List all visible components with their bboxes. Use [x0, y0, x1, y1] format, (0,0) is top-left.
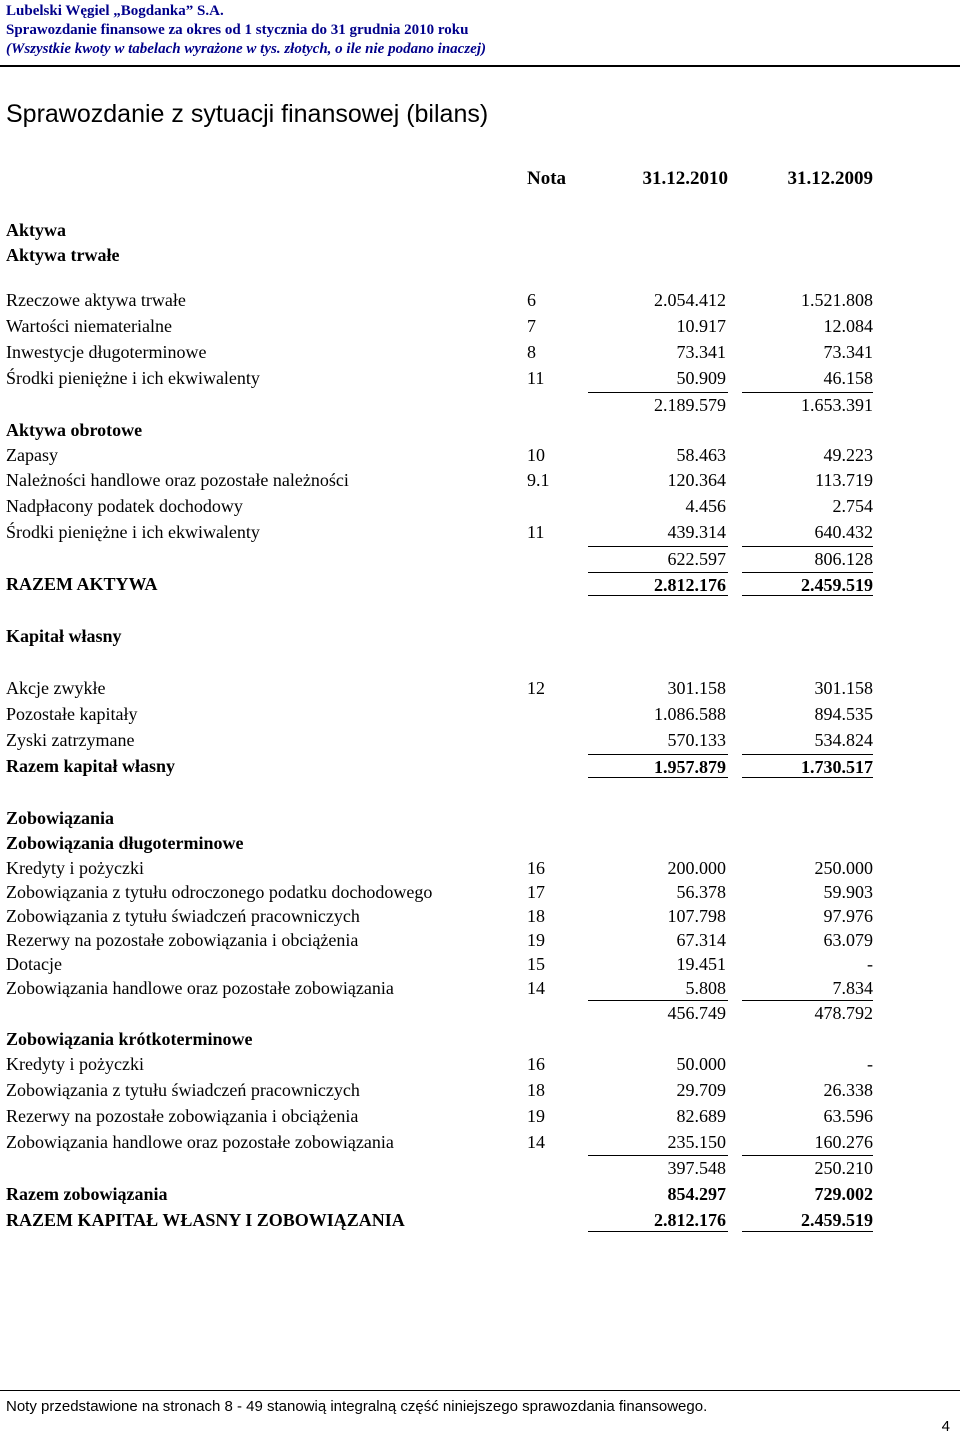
value-2009: 729.002 [814, 1184, 873, 1204]
value-2010: 73.341 [676, 342, 726, 362]
table-row [0, 468, 960, 492]
row-label: Aktywa trwałe [6, 245, 120, 265]
value-2009: 250.210 [742, 1155, 873, 1180]
table-row [0, 728, 960, 752]
value-2010: 82.689 [676, 1106, 726, 1126]
table-row [0, 1130, 960, 1154]
row-note: 7 [527, 316, 536, 336]
report-period: Sprawozdanie finansowe za okres od 1 stycznia do 31 grudnia 2010 roku [6, 22, 469, 38]
table-row [0, 1208, 960, 1232]
value-2009: 478.792 [742, 1000, 873, 1025]
value-2010: 235.150 [667, 1132, 726, 1152]
table-row [0, 676, 960, 700]
row-note: 12 [527, 678, 545, 698]
row-note: 16 [527, 1054, 545, 1074]
footer-divider [0, 1390, 960, 1391]
row-note: 18 [527, 906, 545, 926]
row-note: 11 [527, 522, 545, 542]
row-label: Zobowiązania z tytułu odroczonego podatku dochodowego [6, 882, 433, 902]
value-2010: 19.451 [676, 954, 726, 974]
value-2009: 7.834 [832, 978, 873, 998]
value-2010: 622.597 [588, 546, 728, 571]
value-2009: 806.128 [742, 546, 873, 571]
value-2009: 894.535 [814, 704, 873, 724]
table-row [0, 218, 960, 242]
value-2010: 854.297 [667, 1184, 726, 1204]
row-label: Kapitał własny [6, 626, 122, 646]
value-2010: 456.749 [588, 1000, 728, 1025]
table-row [0, 572, 960, 596]
row-label: Rezerwy na pozostałe zobowiązania i obciążenia [6, 930, 359, 950]
table-row [0, 976, 960, 1000]
table-row [0, 806, 960, 830]
table-row [0, 1104, 960, 1128]
value-2009: - [867, 1054, 873, 1074]
table-row [0, 392, 960, 416]
row-note: 6 [527, 290, 536, 310]
table-row [0, 1078, 960, 1102]
value-2010: 200.000 [667, 858, 726, 878]
table-row [0, 880, 960, 904]
row-label: Zobowiązania z tytułu świadczeń pracowniczych [6, 1080, 360, 1100]
table-row [0, 418, 960, 442]
value-2010: 1.086.588 [654, 704, 726, 724]
row-label: Aktywa [6, 220, 67, 240]
footer-note: Noty przedstawione na stronach 8 - 49 stanowią integralną część niniejszego sprawozdania finansowego. [6, 1398, 708, 1415]
row-label: Razem kapitał własny [6, 756, 176, 776]
table-row [0, 1000, 960, 1024]
row-note: 11 [527, 368, 545, 388]
value-2009: 2.459.519 [742, 572, 873, 596]
value-2009: 1.653.391 [742, 392, 873, 417]
row-label: Należności handlowe oraz pozostałe należności [6, 470, 349, 490]
row-label: Zobowiązania krótkoterminowe [6, 1029, 253, 1049]
table-row [0, 340, 960, 364]
value-2010: 301.158 [667, 678, 726, 698]
table-row [0, 624, 960, 648]
row-label: Rezerwy na pozostałe zobowiązania i obciążenia [6, 1106, 359, 1126]
row-label: Rzeczowe aktywa trwałe [6, 290, 186, 310]
row-label: Kredyty i pożyczki [6, 858, 144, 878]
value-2010: 5.808 [685, 978, 726, 998]
value-2009: 2.754 [832, 496, 873, 516]
column-header-2010: 31.12.2010 [642, 168, 728, 189]
value-2010: 10.917 [676, 316, 726, 336]
row-label: Zyski zatrzymane [6, 730, 135, 750]
row-label: Inwestycje długoterminowe [6, 342, 207, 362]
row-label: Zapasy [6, 445, 58, 465]
row-note: 14 [527, 978, 545, 998]
table-row [0, 856, 960, 880]
row-note: 19 [527, 1106, 545, 1126]
row-label: Razem zobowiązania [6, 1184, 168, 1204]
row-label: Nadpłacony podatek dochodowy [6, 496, 243, 516]
value-2010: 1.957.879 [588, 754, 728, 778]
value-2009: 2.459.519 [742, 1208, 873, 1232]
value-2010: 570.133 [667, 730, 726, 750]
row-label: Aktywa obrotowe [6, 420, 143, 440]
row-label: Zobowiązania handlowe oraz pozostałe zobowiązania [6, 1132, 394, 1152]
row-label: Akcje zwykłe [6, 678, 106, 698]
value-2009: 1.521.808 [801, 290, 873, 310]
table-row [0, 1052, 960, 1076]
value-2010: 2.189.579 [588, 392, 728, 417]
value-2009: 160.276 [814, 1132, 873, 1152]
row-label: Środki pieniężne i ich ekwiwalenty [6, 368, 260, 388]
value-2009: 26.338 [823, 1080, 873, 1100]
value-2009: - [867, 954, 873, 974]
value-2010: 29.709 [676, 1080, 726, 1100]
row-note: 15 [527, 954, 545, 974]
value-2009: 534.824 [814, 730, 873, 750]
value-2010: 58.463 [676, 445, 726, 465]
value-2009: 63.596 [823, 1106, 873, 1126]
table-row [0, 443, 960, 467]
row-label: Zobowiązania handlowe oraz pozostałe zobowiązania [6, 978, 394, 998]
value-2010: 50.909 [676, 368, 726, 388]
column-header-note: Nota [527, 168, 567, 189]
table-row [0, 366, 960, 390]
table-row [0, 952, 960, 976]
table-row [0, 1182, 960, 1206]
row-note: 9.1 [527, 470, 550, 490]
value-2010: 439.314 [667, 522, 726, 542]
table-row [0, 904, 960, 928]
value-2009: 301.158 [814, 678, 873, 698]
value-2010: 4.456 [685, 496, 726, 516]
value-2009: 73.341 [823, 342, 873, 362]
row-label: Pozostałe kapitały [6, 704, 138, 724]
row-label: Zobowiązania długoterminowe [6, 833, 244, 853]
value-2009: 49.223 [823, 445, 873, 465]
table-row [0, 243, 960, 267]
table-row [0, 1027, 960, 1051]
row-label: Zobowiązania [6, 808, 115, 828]
table-row [0, 494, 960, 518]
value-2010: 2.812.176 [588, 1208, 728, 1232]
row-note: 8 [527, 342, 536, 362]
value-2010: 2.054.412 [654, 290, 726, 310]
value-2009: 97.976 [823, 906, 873, 926]
value-2010: 2.812.176 [588, 572, 728, 596]
row-label: Dotacje [6, 954, 62, 974]
row-label: Środki pieniężne i ich ekwiwalenty [6, 522, 260, 542]
amounts-note: (Wszystkie kwoty w tabelach wyrażone w tys. złotych, o ile nie podano inaczej) [6, 41, 486, 57]
value-2010: 67.314 [676, 930, 726, 950]
page-number: 4 [941, 1418, 950, 1435]
table-row [0, 288, 960, 312]
value-2009: 1.730.517 [742, 754, 873, 778]
value-2010: 50.000 [676, 1054, 726, 1074]
table-row [0, 754, 960, 778]
table-row [0, 831, 960, 855]
value-2009: 46.158 [823, 368, 873, 388]
table-row [0, 702, 960, 726]
row-note: 16 [527, 858, 545, 878]
row-note: 19 [527, 930, 545, 950]
column-header-2009: 31.12.2009 [787, 168, 873, 189]
value-2009: 12.084 [823, 316, 873, 336]
row-note: 18 [527, 1080, 545, 1100]
value-2010: 107.798 [667, 906, 726, 926]
value-2010: 56.378 [676, 882, 726, 902]
row-label: RAZEM KAPITAŁ WŁASNY I ZOBOWIĄZANIA [6, 1210, 405, 1230]
value-2009: 59.903 [823, 882, 873, 902]
company-name: Lubelski Węgiel „Bogdanka” S.A. [6, 3, 224, 19]
value-2010: 120.364 [667, 470, 726, 490]
table-row [0, 1155, 960, 1179]
row-note: 10 [527, 445, 545, 465]
table-row [0, 314, 960, 338]
value-2009: 640.432 [814, 522, 873, 542]
row-label: Wartości niematerialne [6, 316, 172, 336]
row-label: Zobowiązania z tytułu świadczeń pracowniczych [6, 906, 360, 926]
table-row [0, 928, 960, 952]
value-2010: 397.548 [588, 1155, 728, 1180]
row-label: Kredyty i pożyczki [6, 1054, 144, 1074]
table-row [0, 546, 960, 570]
value-2009: 113.719 [815, 470, 873, 490]
row-note: 17 [527, 882, 545, 902]
row-label: RAZEM AKTYWA [6, 574, 158, 594]
row-note: 14 [527, 1132, 545, 1152]
table-row [0, 520, 960, 544]
value-2009: 63.079 [823, 930, 873, 950]
page-title: Sprawozdanie z sytuacji finansowej (bilans) [6, 100, 489, 128]
value-2009: 250.000 [814, 858, 873, 878]
